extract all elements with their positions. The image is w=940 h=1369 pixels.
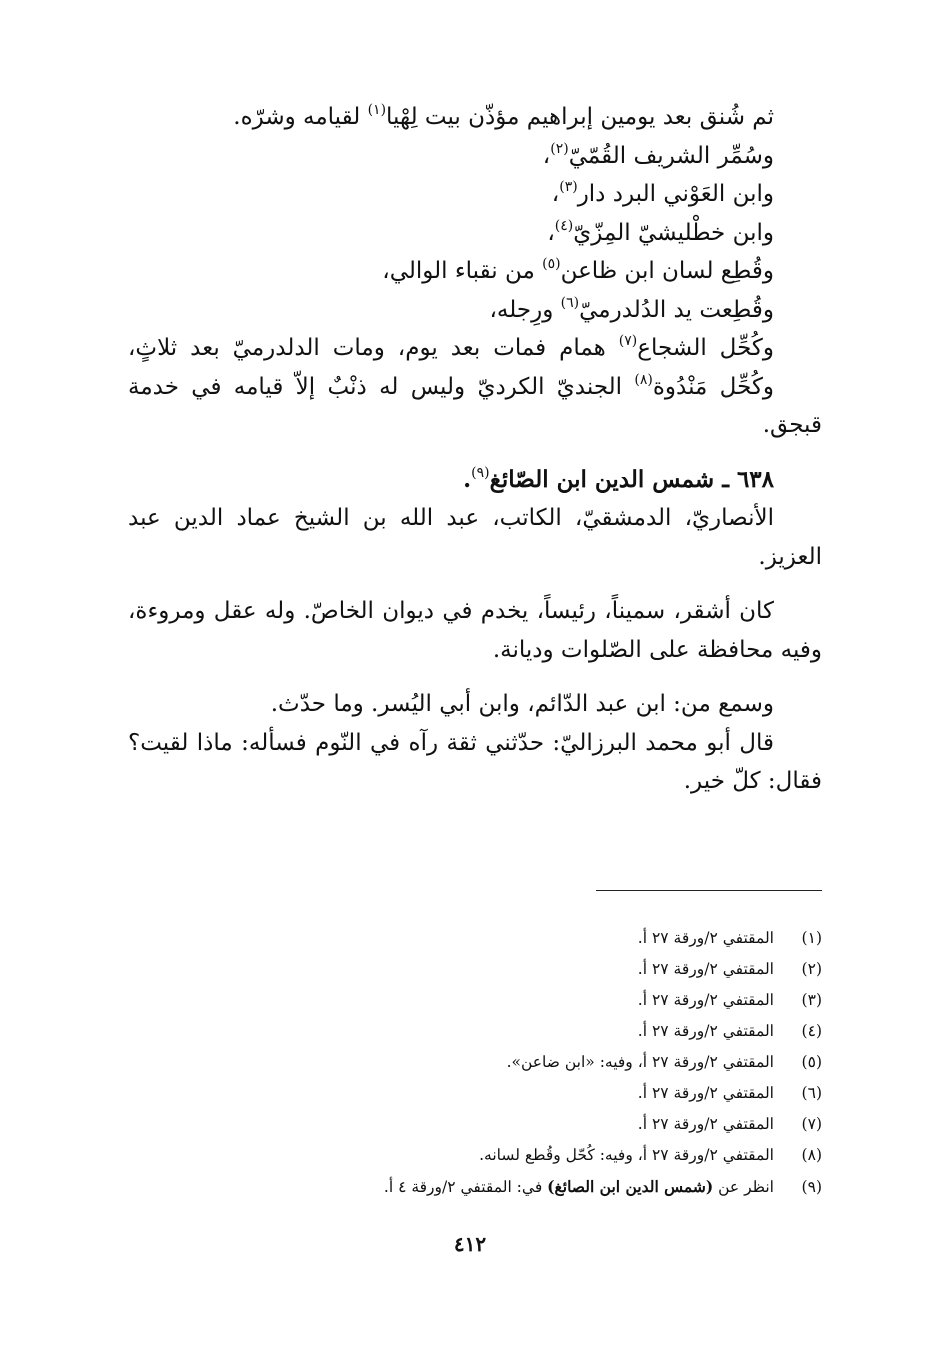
entry-line-1: الأنصاريّ، الدمشقيّ، الكاتب، عبد الله بن الشيخ عماد الدين عبد [128, 505, 774, 531]
text-line-4: وابن خطْليشيّ المِزّيّ$^{(٤)}$، [547, 217, 774, 246]
text-line-6: وقُطِعت يد الدُلدرميّ$^{(٦)}$ ورِجله، [489, 294, 774, 323]
footnote-5: (٥)المقتفي ٢/ورقة ٢٧ أ، وفيه: «ابن ضاعن». [506, 1053, 822, 1071]
text-line-7: وكُحِّل الشجاع$^{(٧)}$ همام فمات بعد يوم، ومات الدلدرميّ بعد ثلاثٍ، [128, 333, 774, 361]
footnote-ref-1: (١) [367, 102, 387, 118]
footnote-3: (٣)المقتفي ٢/ورقة ٢٧ أ. [637, 991, 822, 1009]
footnote-ref-2: (٢) [550, 140, 569, 157]
footnote-ref-9: (٩) [471, 464, 490, 481]
footnote-8: (٨)المقتفي ٢/ورقة ٢٧ أ، وفيه: كُحّل وقُطع لسانه. [479, 1146, 822, 1164]
footnote-ref-8: (٨) [634, 371, 653, 388]
entry-line-2: العزيز. [758, 543, 822, 570]
footnote-1: (١)المقتفي ٢/ورقة ٢٧ أ. [637, 929, 822, 947]
footnote-ref-5: (٥) [542, 256, 561, 272]
paragraph-hearing: وسمع من: ابن عبد الدّائم، وابن أبي اليُسر. وما حدّث. [270, 691, 774, 717]
footnote-divider [596, 890, 822, 891]
footnote-4: (٤)المقتفي ٢/ورقة ٢٧ أ. [637, 1022, 822, 1040]
footnote-ref-3: (٣) [559, 179, 578, 195]
footnote-9: (٩)انظر عن (شمس الدين ابن الصائغ) في: المقتفي ٢/ورقة ٤ أ. [383, 1177, 822, 1196]
footnote-ref-6: (٦) [560, 294, 580, 311]
text-line-1: ثم شُنق بعد يومين إبراهيم مؤذّن بيت لِهْيا$^{(١)}$ لقيامه وشرّه. [233, 102, 774, 130]
main-text [128, 98, 822, 801]
text-line-5: وقُطِع لسان ابن ظاعن$^{(٥)}$ من نقباء الوالي، [382, 256, 774, 284]
footnote-6: (٦)المقتفي ٢/ورقة ٢٧ أ. [637, 1084, 822, 1102]
paragraph-description-2: وفيه محافظة على الصّلوات وديانة. [492, 636, 822, 663]
page-number: ٤١٢ [453, 1232, 487, 1256]
footnotes [300, 923, 822, 1202]
footnote-7: (٧)المقتفي ٢/ورقة ٢٧ أ. [637, 1115, 822, 1133]
footnote-2: (٢)المقتفي ٢/ورقة ٢٧ أ. [637, 960, 822, 978]
footnote-ref-4: (٤) [554, 217, 574, 234]
text-line-9: قبجق. [762, 412, 822, 438]
text-line-3: وابن العَوْني البرد دار$^{(٣)}$، [551, 179, 774, 207]
footnote-ref-7: (٧) [618, 333, 638, 349]
paragraph-dream-1: قال أبو محمد البرزاليّ: حدّثني ثقة رآه في النّوم فسأله: ماذا لقيت؟ [128, 729, 774, 756]
paragraph-description-1: كان أشقر، سميناً، رئيساً، يخدم في ديوان الخاصّ. وله عقل ومروءة، [128, 598, 774, 624]
paragraph-dream-2: فقال: كلّ خير. [683, 768, 822, 794]
text-line-8: وكُحِّل مَنْدُوة$^{(٨)}$ الجنديّ الكرديّ وليس له ذنْبٌ إلاّ قيامه في خدمة [128, 371, 774, 400]
entry-heading: ٦٣٨ ـ شمس الدين ابن الصّائغ$^{(٩)}$. [463, 464, 774, 493]
text-line-2: وسُمِّر الشريف القُمّيّ$^{(٢)}$، [542, 140, 774, 169]
